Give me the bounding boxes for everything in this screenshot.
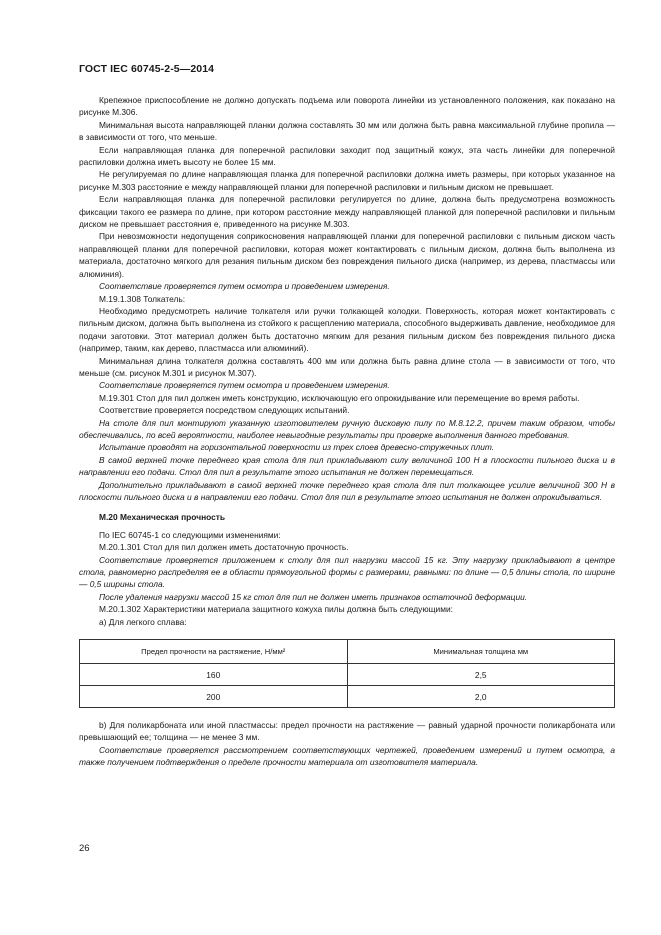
paragraphs-mid xyxy=(79,529,615,628)
table-cell: 200 xyxy=(80,686,348,708)
paragraph: Не регулируемая по длине направляющая планка для поперечной распиловки должна иметь размеры, при которых указанное на рисунке М.303 расстояние e между направляющей планки для поперечной распиловки и пильным диском не превышает. xyxy=(79,169,615,192)
paragraphs-top xyxy=(79,94,615,503)
section-title: М.20 Механическая прочность xyxy=(99,512,226,523)
page-body xyxy=(79,94,615,769)
paragraph: М.19.301 Стол для пил должен иметь конструкцию, исключающую его опрокидывание или перемещение во время работы. xyxy=(99,392,580,403)
paragraph: Соответствие проверяется посредством следующих испытаний. xyxy=(99,405,350,416)
paragraph: В самой верхней точке переднего края стола для пил прикладывают силу величиной 100 Н в плоскости пильного диска и в направлении его подачи. Стол для пил в результате этого испытания не должен перемещаться. xyxy=(79,454,615,478)
table-header-cell: Минимальная толщина мм xyxy=(347,640,615,664)
paragraph: По IEC 60745-1 со следующими изменениями: xyxy=(99,529,281,540)
paragraph: При невозможности недопущения соприкосновения направляющей планки для поперечной распиловки с пильным диском часть направляющей планки для поперечной распиловки, которая может контактировать с пильным диском, должна быть выполнена из материала, достаточно мягкого для резания пильным диском без повреждения пильного диска (например, из дерева, пластмассы или алюминия). xyxy=(79,231,615,279)
paragraph: Испытание проводят на горизонтальной поверхности из трех слоев древесно-стружечных плит. xyxy=(99,442,495,453)
table-cell: 2,5 xyxy=(347,664,615,686)
paragraph: a) Для легкого сплава: xyxy=(99,616,187,627)
paragraph: Соответствие проверяется путем осмотра и проведением измерения. xyxy=(99,380,390,391)
paragraph: Крепежное приспособление не должно допускать подъема или поворота линейки из установленного положения, как показано на рисунке М.306. xyxy=(79,95,615,118)
paragraph: Минимальная длина толкателя должна составлять 400 мм или должна быть равна длине стола — в зависимости от того, что меньше (см. рисунок М.301 и рисунок М.307). xyxy=(79,355,615,378)
paragraph: Необходимо предусмотреть наличие толкателя или ручки толкающей колодки. Поверхность, которая может контактировать с пильным диском, должна быть выполнена из стойкого к расщеплению материала, способного выдерживать давление, необходимое для подачи заготовки. Этот материал должен быть достаточно мягким для резания пильным диском без повреждения пильного диска (например, таким, как дерево, пластмасса или алюминий). xyxy=(79,305,615,354)
paragraph: М.20.1.302 Характеристики материала защитного кожуха пилы должна быть следующими: xyxy=(99,604,453,615)
paragraph: Дополнительно прикладывают в самой верхней точке переднего края стола для пил толкающее усилие величиной 300 Н в плоскости пильного диска и в направлении его подачи. Стол для пил в результате этого испытания не должен опрокидываться. xyxy=(79,479,615,502)
paragraph: Соответствие проверяется приложением к столу для пил нагрузки массой 15 кг. Эту нагрузку прикладывают в центре стола, равномерно распределяя ее в области прямоугольной формы с размерами, равными: по длине — 0,5 длины стола, по ширине — 0,5 ширины стола. xyxy=(79,554,615,590)
paragraph: Если направляющая планка для поперечной распиловки заходит под защитный кожух, эта часть линейки для поперечной распиловки должна иметь высоту не более 15 мм. xyxy=(79,144,615,168)
table-row xyxy=(80,664,615,686)
document-header: ГОСТ IEC 60745-2-5—2014 xyxy=(79,63,215,75)
strength-table xyxy=(79,639,615,708)
paragraph: М.20.1.301 Стол для пил должен иметь достаточную прочность. xyxy=(99,542,349,553)
paragraphs-bottom xyxy=(79,719,615,769)
page-number: 26 xyxy=(79,843,90,854)
table-header-row xyxy=(80,640,615,664)
paragraph: После удаления нагрузки массой 15 кг стол для пил не должен иметь признаков остаточной деформации. xyxy=(99,591,528,602)
paragraph: Соответствие проверяется путем осмотра и проведением измерения. xyxy=(99,281,390,292)
paragraph: b) Для поликарбоната или иной пластмассы: предел прочности на растяжение — равный ударной прочности поликарбоната или превышающий ее; толщина — не менее 3 мм. xyxy=(79,720,615,743)
table-cell: 160 xyxy=(80,664,348,686)
table-header-cell: Предел прочности на растяжение, Н/мм² xyxy=(80,640,348,664)
paragraph: Если направляющая планка для поперечной распиловки регулируется по длине, должна быть предусмотрена возможность фиксации такого ее размера по длине, при котором расстояние между направляющей планкой для поперечной распиловки и пильным диском не превышает расстояния e, приведенного на рисунке М.303. xyxy=(79,194,615,230)
paragraph: Соответствие проверяется рассмотрением соответствующих чертежей, проведением измерений и путем осмотра, а также получением подтверждения о пределе прочности материала от изготовителя материала. xyxy=(79,744,615,768)
paragraph: На столе для пил монтируют указанную изготовителем ручную дисковую пилу по М.8.12.2, причем таким образом, чтобы обеспечивались, по всей вероятности, наиболее невыгодные результаты при проверке выполнения данного требования. xyxy=(79,417,615,440)
table-row xyxy=(80,686,615,708)
table-cell: 2,0 xyxy=(347,686,615,708)
paragraph: М.19.1.308 Толкатель: xyxy=(99,293,186,304)
paragraph: Минимальная высота направляющей планки должна составлять 30 мм или должна быть равна максимальной глубине пропила — в зависимости от того, что меньше. xyxy=(79,119,615,143)
